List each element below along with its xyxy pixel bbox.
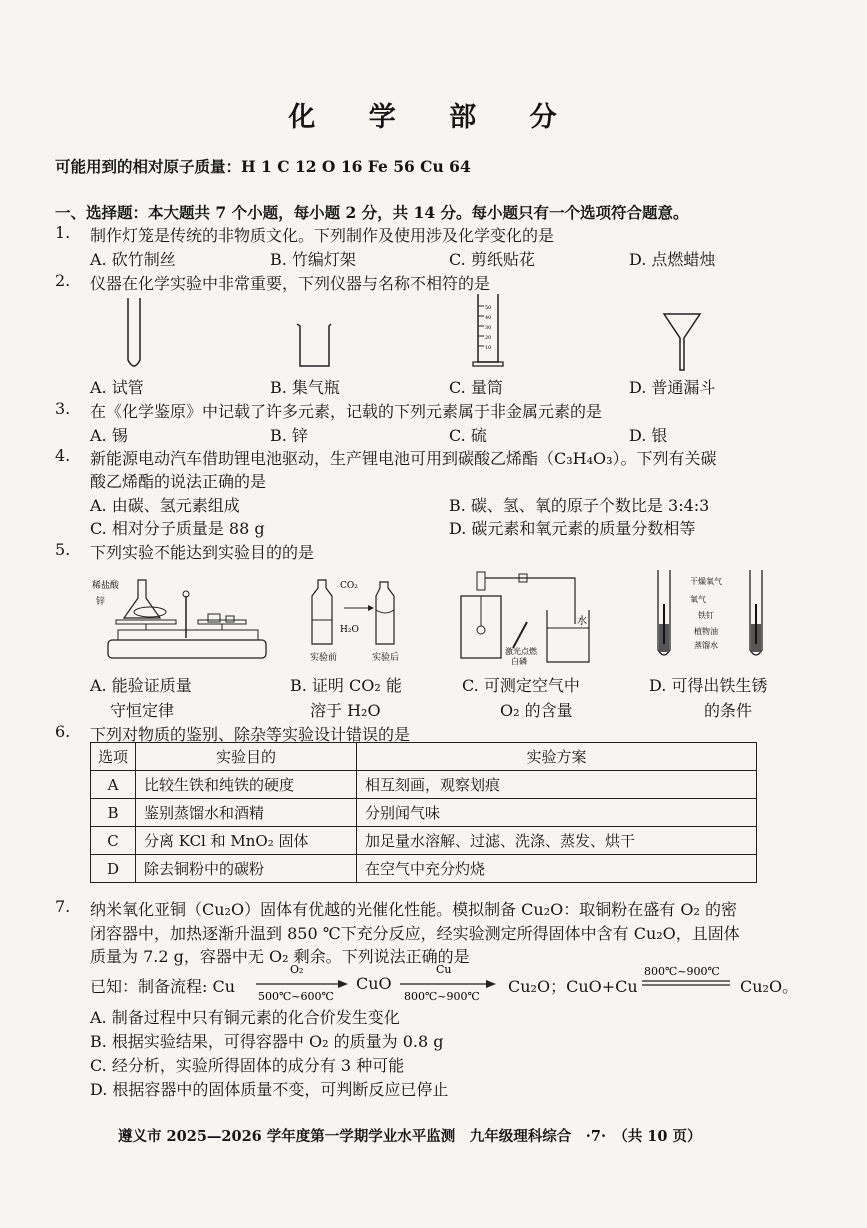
product-cuo: CuO [356, 974, 392, 993]
tick-label: 20 [485, 335, 492, 341]
option-a: A. 砍竹制丝 [90, 250, 176, 269]
table-cell: B [91, 799, 136, 827]
table-cell: 加足量水溶解、过滤、洗涤、蒸发、烘干 [357, 827, 757, 855]
tick-label: 50 [485, 305, 492, 311]
table-cell: D [91, 855, 136, 883]
iron-rust-figure [654, 566, 774, 668]
table-cell: 鉴别蒸馏水和酒精 [136, 799, 357, 827]
funnel-figure [662, 312, 702, 374]
fig-label: 氧气 [690, 595, 706, 604]
page-title: 化 学 部 分 [288, 102, 579, 133]
option-b: B. 碳、氢、氧的原子个数比是 3:4:3 [449, 496, 710, 515]
option-b: B. 竹编灯架 [270, 250, 356, 269]
question-number: 2. [55, 271, 71, 290]
option-c: C. 可测定空气中 [462, 676, 580, 695]
option-c: C. 量筒 [449, 378, 503, 397]
tick-label: 40 [485, 315, 492, 321]
option-c: C. 经分析，实验所得固体的成分有 3 种可能 [90, 1056, 405, 1075]
option-a: A. 试管 [90, 378, 144, 397]
question-stem-cont: 闭容器中，加热逐渐升温到 850 ℃下充分反应，经实验测定所得固体中含有 Cu₂O，且固体 [90, 924, 740, 943]
table-cell: 比较生铁和纯铁的硬度 [136, 771, 357, 799]
option-a: A. 锡 [90, 426, 128, 445]
option-a: A. 能验证质量 [90, 676, 192, 695]
fig-label: 白磷 [511, 657, 527, 666]
fig-label: 干燥氧气 [690, 577, 722, 586]
arrow-condition: 500℃~600℃ [258, 990, 334, 1003]
question-stem: 下列对物质的鉴别、除杂等实验设计错误的是 [90, 725, 411, 744]
reaction-arrow-2 [398, 962, 498, 1002]
test-tube-figure [120, 298, 150, 373]
table-row [91, 827, 757, 855]
beaker-figure [295, 322, 335, 370]
option-d: D. 普通漏斗 [629, 378, 716, 397]
fig-label: 水 [577, 616, 587, 627]
known-prefix: 已知：制备流程: Cu [90, 977, 236, 996]
atomic-masses: 可能用到的相对原子质量：H 1 C 12 O 16 Fe 56 Cu 64 [55, 157, 471, 176]
table-row [91, 855, 757, 883]
table-cell: 分离 KCl 和 MnO₂ 固体 [136, 827, 357, 855]
arrow-condition: O₂ [290, 963, 304, 976]
table-cell: 除去铜粉中的碳粉 [136, 855, 357, 883]
arrow-condition: Cu [436, 963, 452, 976]
fig-label: 激光点燃 [505, 647, 537, 656]
reaction-arrow-1 [254, 962, 350, 1002]
table-row [91, 799, 757, 827]
question-number: 6. [55, 722, 71, 741]
table-cell: A [91, 771, 136, 799]
option-c: C. 剪纸贴花 [449, 250, 535, 269]
option-a: A. 制备过程中只有铜元素的化合价发生变化 [90, 1008, 400, 1027]
question-number: 1. [55, 223, 71, 242]
option-b-cont: 溶于 H₂O [310, 701, 381, 720]
fig-label: 植物油 [694, 627, 718, 636]
table-header: 选项 [91, 743, 136, 771]
reaction-continuation: Cu₂O；CuO+Cu [508, 977, 638, 996]
option-b: B. 证明 CO₂ 能 [290, 676, 402, 695]
question-stem: 在《化学鉴原》中记载了许多元素，记载的下列元素属于非金属元素的是 [90, 402, 603, 421]
question-stem: 下列实验不能达到实验目的的是 [90, 543, 315, 562]
table-cell: 分别闻气味 [357, 799, 757, 827]
table-cell: C [91, 827, 136, 855]
table-cell: 相互刻画，观察划痕 [357, 771, 757, 799]
table-header: 实验目的 [136, 743, 357, 771]
option-a: A. 由碳、氢元素组成 [90, 496, 240, 515]
table-row [91, 771, 757, 799]
question-number: 7. [55, 897, 71, 916]
page-footer: 遵义市 2025—2026 学年度第一学期学业水平监测 九年级理科综合 ·7· （共 10 页） [118, 1128, 702, 1145]
bottles-figure [310, 570, 420, 666]
arrow-condition: 800℃~900℃ [404, 990, 480, 1003]
question-number: 5. [55, 540, 71, 559]
table-header-row [91, 743, 757, 771]
option-d: D. 点燃蜡烛 [629, 250, 716, 269]
fig-label: 锌 [96, 597, 106, 607]
option-c: C. 相对分子质量是 88 g [90, 519, 265, 538]
tick-label: 10 [485, 345, 492, 351]
option-b: B. 集气瓶 [270, 378, 340, 397]
question-number: 4. [55, 446, 71, 465]
balance-figure [88, 568, 268, 668]
graduated-cylinder-figure [470, 292, 506, 372]
fig-label: 稀盐酸 [92, 581, 120, 591]
option-d: D. 可得出铁生锈 [649, 676, 768, 695]
option-c-cont: O₂ 的含量 [500, 701, 573, 720]
question-stem: 纳米氧化亚铜（Cu₂O）固体有优越的光催化性能。模拟制备 Cu₂O：取铜粉在盛有 O₂ 的密 [90, 900, 737, 919]
fig-label: CO₂ [340, 581, 358, 591]
option-a-cont: 守恒定律 [110, 701, 175, 720]
oxygen-apparatus-figure [455, 566, 595, 668]
question-stem-cont: 质量为 7.2 g，容器中无 O₂ 剩余。下列说法正确的是 [90, 947, 470, 966]
question-stem: 新能源电动汽车借助锂电池驱动，生产锂电池可用到碳酸乙烯酯（C₃H₄O₃）。下列有关碳 [90, 449, 717, 468]
table-header: 实验方案 [357, 743, 757, 771]
option-d: D. 碳元素和氧元素的质量分数相等 [449, 519, 696, 538]
question-number: 3. [55, 399, 71, 418]
section-heading: 一、选择题：本大题共 7 个小题，每小题 2 分，共 14 分。每小题只有一个选项符合题意。 [55, 203, 689, 222]
fig-label: 蒸馏水 [694, 641, 718, 650]
tick-label: 30 [485, 325, 492, 331]
option-b: B. 锌 [270, 426, 308, 445]
experiment-table [90, 742, 757, 883]
question-stem: 制作灯笼是传统的非物质文化。下列制作及使用涉及化学变化的是 [90, 226, 555, 245]
table-cell: 在空气中充分灼烧 [357, 855, 757, 883]
option-c: C. 硫 [449, 426, 487, 445]
question-stem: 仪器在化学实验中非常重要，下列仪器与名称不相符的是 [90, 274, 491, 293]
fig-label: 实验前 [310, 653, 338, 663]
question-stem-cont: 酸乙烯酯的说法正确的是 [90, 472, 267, 491]
reaction-condition: 800℃~900℃ [644, 965, 720, 978]
option-d-cont: 的条件 [704, 701, 753, 720]
fig-label: 实验后 [372, 653, 400, 663]
reaction-equals [640, 964, 736, 994]
fig-label: 铁钉 [698, 611, 714, 620]
option-d: D. 根据容器中的固体质量不变，可判断反应已停止 [90, 1080, 449, 1099]
fig-label: H₂O [340, 625, 359, 635]
option-d: D. 银 [629, 426, 668, 445]
reaction-end: Cu₂O。 [740, 977, 799, 996]
option-b: B. 根据实验结果，可得容器中 O₂ 的质量为 0.8 g [90, 1032, 444, 1051]
